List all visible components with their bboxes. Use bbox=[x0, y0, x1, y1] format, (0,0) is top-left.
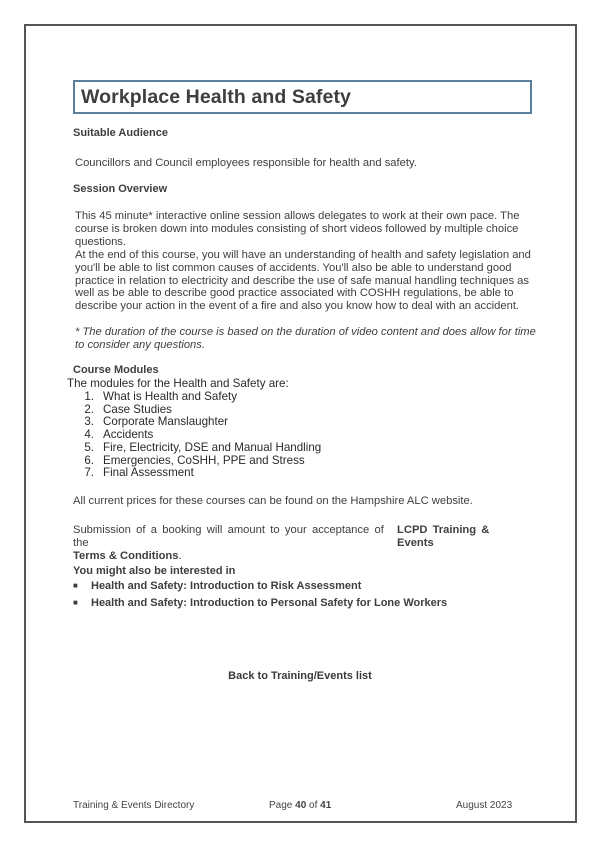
booking-terms bbox=[73, 524, 528, 563]
module-label: Final Assessment bbox=[103, 466, 194, 480]
related-course-link[interactable]: Health and Safety: Introduction to Personal Safety for Lone Workers bbox=[91, 596, 448, 609]
module-item bbox=[77, 429, 321, 442]
bullet-icon: ■ bbox=[73, 597, 78, 607]
module-number: 1. bbox=[84, 390, 94, 403]
modules-intro: The modules for the Health and Safety are: bbox=[67, 377, 289, 390]
module-number: 3. bbox=[84, 415, 94, 429]
related-course-item bbox=[73, 595, 447, 612]
overview-line: This 45 minute* interactive online session allows delegates to work at their own pace. The bbox=[75, 210, 520, 222]
related-course-link[interactable]: Health and Safety: Introduction to Risk Assessment bbox=[91, 580, 362, 592]
module-item bbox=[77, 391, 321, 404]
title-box bbox=[73, 80, 532, 114]
overview-line: well as be able to describe good practice associated with COSHH regulations, be able to bbox=[75, 287, 514, 300]
booking-suffix: . bbox=[178, 549, 182, 562]
footer-directory-title: Training & Events Directory bbox=[73, 800, 195, 811]
module-label: What is Health and Safety bbox=[103, 390, 238, 403]
module-label: Fire, Electricity, DSE and Manual Handling bbox=[103, 440, 322, 454]
footnote-line: to consider any questions. bbox=[75, 338, 205, 351]
modules-list bbox=[77, 391, 321, 480]
module-label: Accidents bbox=[103, 428, 154, 442]
page-of: of bbox=[309, 800, 318, 811]
module-number: 7. bbox=[84, 466, 94, 480]
module-number: 4. bbox=[84, 428, 94, 442]
overview-line: practice in relation to electricity and describe the use of safe manual handling techniques as bbox=[75, 274, 529, 287]
bullet-icon: ■ bbox=[73, 581, 78, 590]
overview-paragraph bbox=[75, 210, 545, 313]
overview-line: describe your action in the event of a fire and also you know how to deal with an accident. bbox=[75, 300, 520, 313]
duration-footnote bbox=[75, 326, 545, 352]
page-total: 41 bbox=[320, 800, 332, 811]
booking-line-1 bbox=[73, 524, 528, 550]
booking-line-2 bbox=[73, 550, 528, 563]
lcpd-terms-link[interactable]: LCPD Training & Events bbox=[397, 524, 490, 549]
page-prefix: Page bbox=[269, 800, 293, 811]
module-label: Emergencies, CoSHH, PPE and Stress bbox=[103, 453, 305, 467]
terms-conditions-link[interactable]: Terms & Conditions bbox=[73, 549, 179, 562]
page-current: 40 bbox=[295, 800, 307, 811]
overview-line: you'll be able to list common causes of accidents. You'll also be able to understand good bbox=[75, 261, 512, 274]
module-label: Case Studies bbox=[103, 402, 172, 416]
prices-text: All current prices for these courses can be found on the Hampshire ALC website. bbox=[73, 495, 473, 507]
back-link-container bbox=[0, 666, 600, 684]
module-item bbox=[77, 467, 321, 480]
related-courses-list bbox=[73, 578, 447, 611]
booking-prefix: Submission of a booking will amount to your acceptance of the bbox=[73, 524, 384, 549]
module-number: 6. bbox=[84, 453, 94, 467]
overview-line: At the end of this course, you will have an understanding of health and safety legislation and bbox=[75, 248, 531, 261]
overview-heading: Session Overview bbox=[73, 183, 168, 195]
page-title: Workplace Health and Safety bbox=[81, 85, 352, 108]
audience-text: Councillors and Council employees responsible for health and safety. bbox=[75, 157, 417, 169]
audience-heading: Suitable Audience bbox=[73, 127, 168, 139]
related-course-item bbox=[73, 578, 447, 595]
modules-heading: Course Modules bbox=[73, 364, 159, 376]
footer-page-number bbox=[269, 800, 331, 811]
footer-date: August 2023 bbox=[456, 800, 513, 811]
module-item bbox=[77, 442, 321, 455]
module-number: 2. bbox=[84, 402, 94, 416]
footnote-line: * The duration of the course is based on the duration of video content and does allow for time bbox=[75, 326, 536, 338]
module-number: 5. bbox=[84, 440, 94, 454]
module-label: Corporate Manslaughter bbox=[103, 415, 229, 429]
related-heading: You might also be interested in bbox=[73, 565, 236, 577]
overview-line: course is broken down into modules consisting of short videos followed by multiple choice bbox=[75, 222, 519, 235]
back-to-list-link[interactable]: Back to Training/Events list bbox=[228, 670, 372, 682]
overview-line: questions. bbox=[75, 235, 126, 248]
